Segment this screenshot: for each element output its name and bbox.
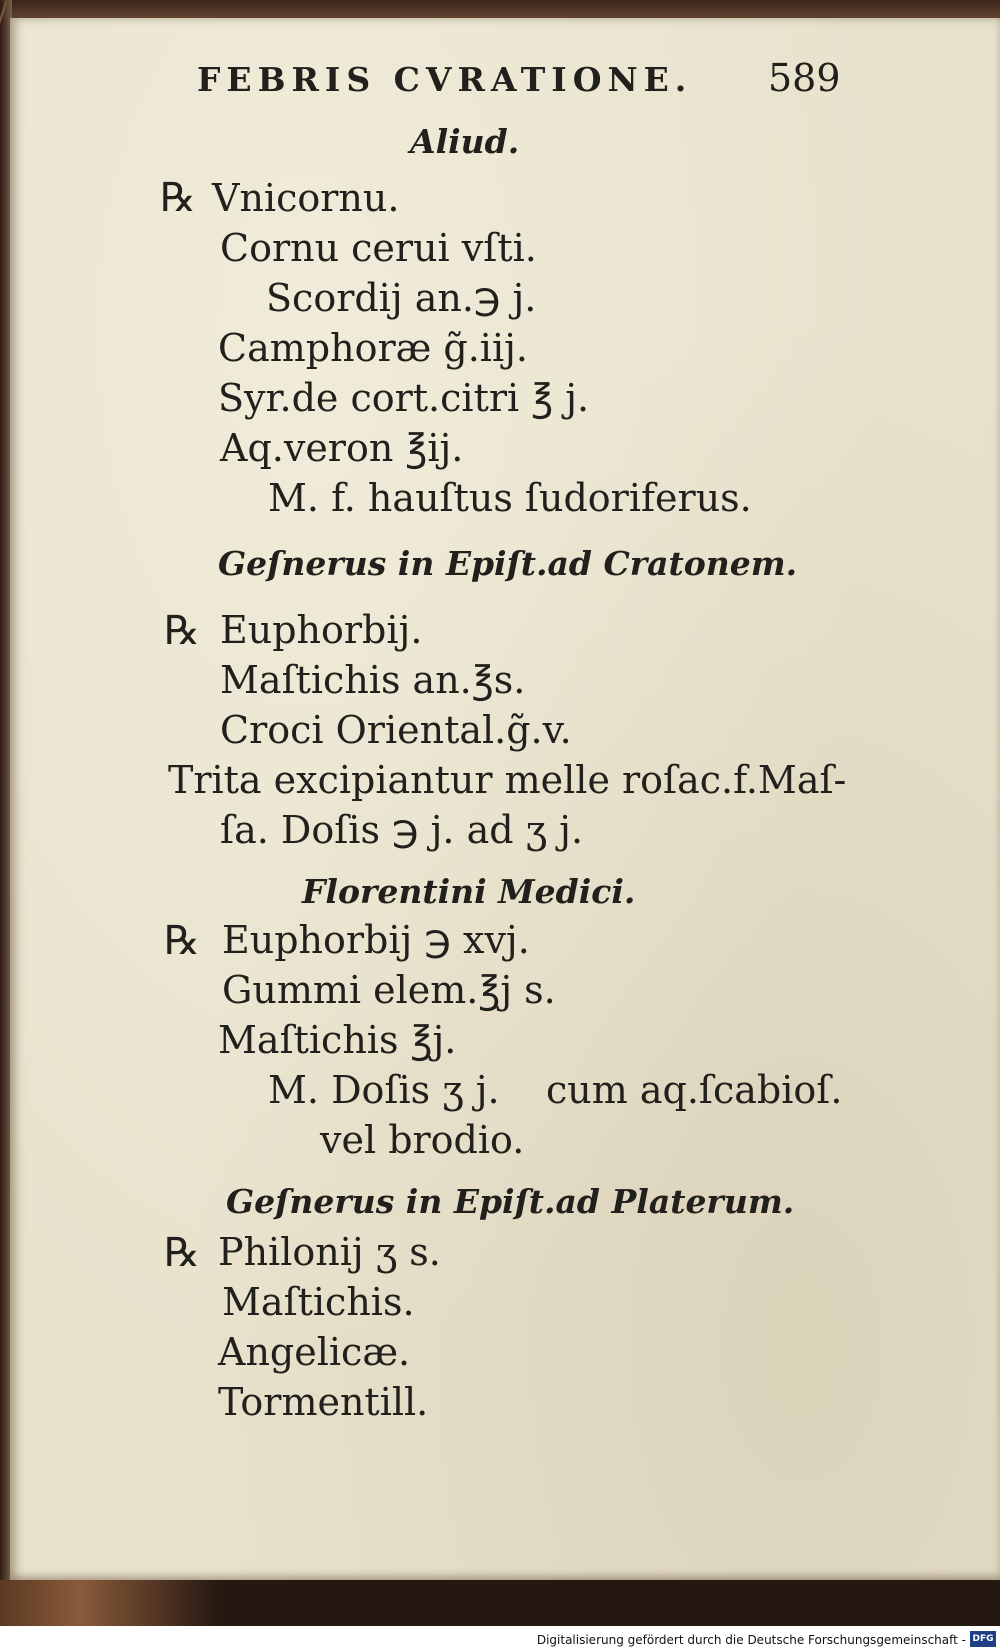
recipe-line: Tormentill. [218, 1380, 429, 1424]
recipe-line: Philonij ʒ s. [218, 1230, 441, 1274]
book-bottom-edge [0, 1580, 1000, 1626]
recipe-line: Aq.veron ℥ij. [220, 426, 464, 470]
recipe-heading: Geſnerus in Epiſt.ad Platerum. [226, 1182, 795, 1221]
recipe-symbol-icon: ℞ [160, 175, 196, 221]
recipe-line: Croci Oriental.g̃.v. [220, 708, 572, 752]
recipe-line: vel brodio. [320, 1118, 525, 1162]
recipe-line: Maſtichis ℥j. [218, 1018, 457, 1062]
recipe-line: Scordij an.℈ j. [266, 276, 537, 320]
recipe-line: Syr.de cort.citri ℥ j. [218, 376, 590, 420]
recipe-heading: Geſnerus in Epiſt.ad Cratonem. [218, 544, 798, 583]
recipe-line: Gummi elem.℥j s. [222, 968, 556, 1012]
recipe-line: Cornu cerui vſti. [220, 226, 537, 270]
recipe-line: Euphorbij. [220, 608, 423, 652]
dfg-logo-icon: DFG [970, 1631, 996, 1647]
recipe-heading: Aliud. [410, 122, 520, 161]
recipe-line: Euphorbij ℈ xvj. [222, 918, 530, 962]
recipe-line: Vnicornu. [212, 176, 400, 220]
recipe-line: cum aq.ſcabioſ. [546, 1068, 843, 1112]
recipe-line: Maſtichis an.℥s. [220, 658, 526, 702]
running-head: FEBRIS CVRATIONE. [197, 60, 693, 99]
recipe-symbol-icon: ℞ [164, 1230, 200, 1276]
recipe-symbol-icon: ℞ [164, 918, 200, 964]
recipe-heading: Florentini Medici. [302, 872, 636, 911]
recipe-line: Trita excipiantur melle roſac.f.Maſ- [168, 758, 847, 802]
digitization-credit: Digitalisierung gefördert durch die Deutsche Forschungsgemeinschaft - [536, 1633, 966, 1647]
page-number: 589 [768, 56, 841, 100]
recipe-line: Angelicæ. [218, 1330, 411, 1374]
recipe-line: M. f. hauſtus ſudoriferus. [268, 476, 752, 520]
recipe-line: M. Doſis ʒ j. [268, 1068, 500, 1112]
recipe-line: Maſtichis. [222, 1280, 415, 1324]
recipe-line: Camphoræ g̃.iij. [218, 326, 528, 370]
recipe-line: ſa. Doſis ℈ j. ad ʒ j. [220, 808, 584, 852]
recipe-symbol-icon: ℞ [164, 608, 200, 654]
